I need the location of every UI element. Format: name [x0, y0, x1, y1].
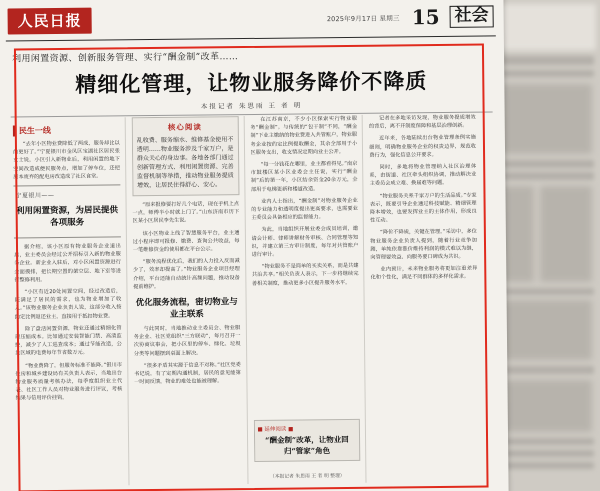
- column-1-para-0: “去年小区物业费降低了两成，服务却比以前更好了。”宁夏银川市金凤区宝湖社区居民张女士说，小区引入新物业后，利用闲置的地下空间改造成便民服务点，增加了停车位，还把原本废弃的配电房改造成了社区食堂。: [12, 140, 120, 181]
- column-2-para-3: 与此同时，当地推动业主委员会、物业服务企业、社区党组织“三方联动”，每月召开一次协商议事会，把小区里的停车、绿化、垃圾分类等问题摆到桌面上解决。: [133, 325, 241, 357]
- masthead-date: 2025年9月17日 星期三: [326, 14, 400, 24]
- column-1-para-2: “小区有近20处闲置空间，经过改造后，既满足了居民的需求，也为物业增加了收入。”该物业服务企业负责人说，这部分收入按约定比例返还业主，直接用于抵扣物业费。: [14, 288, 122, 321]
- column-1-quote-label: 宁夏银川——: [15, 192, 55, 200]
- column-2-para-1: 该小区物业上线了智慧服务平台，业主通过小程序即可报修、缴费、查询公共收益，每一笔维修资金的使用都在平台公示。: [132, 229, 240, 254]
- article-headline: 精细化管理，让物业服务降价不降质: [75, 68, 428, 97]
- column-1-subhead: 利用闲置资源，为居民提供各项服务: [15, 205, 119, 229]
- column-2-para-4: “很多矛盾其实源于信息不对称。”社区党委书记说，有了定期沟通机制，居民的意见能第一时间反馈，物业的难处也能被理解。: [134, 361, 241, 386]
- core-reading-title: 核心阅读: [167, 122, 202, 132]
- column-3-para-0: 在江苏南京，不少小区探索实行物业服务“酬金制”。与传统的“包干制”不同，“酬金制”下业主缴纳的物业费进入共管账户，物业服务企业按约定比例提取酬金，其余全部用于小区服务支出，收支情况定期向业主公开。: [250, 115, 358, 156]
- column-1: [13, 117, 130, 486]
- newspaper-logo: 人民日报: [8, 8, 92, 35]
- core-reading-text: 乱收费、服务缩水、维修基金使用不透明……物业服务涉及千家万户，是群众关心的身边事。各地各部门通过创新管理方式、利用闲置资源、完善监督机制等举措，推动物业服务提质增效，让居民住得舒心、安心。: [136, 136, 234, 190]
- column-2: [131, 116, 248, 485]
- column-1-para-4: “物业费降了，但服务标准不能降。”银川市住房和城乡建设局有关负责人表示，当地出台物业服务质量考核办法，每季度组织业主代表、社区工作人员对物业服务进行评议，考核结果与信用评价挂钩。: [15, 362, 123, 402]
- column-4-para-3: “物业服务关系千家万户的生活品质。”专家表示，既要引导企业通过科技赋能、精细管理降本增效，也要发挥业主的主体作用，形成良性互动。: [369, 192, 477, 224]
- article-kicker: 利用闲置资源、创新服务管理、实行“酬金制”改革……: [11, 52, 239, 65]
- extended-reading-title: “酬金制”改革，让物业回归“管家”角色: [265, 434, 349, 456]
- column-4-para-5: 业内预计，未来物业服务将更加注重差异化和个性化，满足不同群体的多样化需求。: [370, 265, 478, 282]
- column-3-para-1: “每一分钱花在哪里，业主都看得见。”南京市鼓楼区某小区业委会主任说，实行“酬金制”后的第一年，小区结余资金20余万元，全部用于电梯更新和楼道改造。: [250, 160, 358, 193]
- column-2-subhead: 优化服务流程，密切物业与业主联系: [135, 297, 238, 320]
- article-credit: （本报记者 朱思雨 王 者 明 整理）: [269, 474, 345, 480]
- masthead-section: 社会: [450, 5, 494, 27]
- article-byline: 本报记者 朱思雨 王 者 明: [200, 101, 303, 111]
- extended-reading-label: ■ 延伸阅读 ■: [257, 426, 294, 433]
- core-reading-box: [131, 116, 239, 196]
- column-3: [250, 115, 367, 484]
- column-2-para-0: “原来报修要打好几个电话，现在手机上点一点，师傅半小时就上门了。”山东济南市历下区某小区居民李先生说。: [132, 201, 240, 225]
- column-4: [369, 114, 485, 483]
- article-header: [6, 46, 497, 117]
- column-4-para-1: 近年来，各地陆续出台物业管理条例实施细则，明确物业服务企业的权责边界，规范收费行为，强化信息公开要求。: [369, 135, 477, 159]
- masthead: [5, 1, 495, 41]
- column-3-para-2: 业内人士指出，“酬金制”对物业服务企业的专业能力和透明度提出更高要求，也需要业主委员会具备相应的监督能力。: [251, 197, 358, 222]
- extended-reading-banner: [253, 419, 360, 462]
- column-4-para-0: 记者在多地采访发现，物业服务提质增效的背后，离不开制度保障和基层治理创新。: [368, 114, 476, 130]
- column-1-para-3: 除了盘活闲置资源，物业还通过精细化管理压缩成本。比如通过安装智能门禁、高清监控，减少了人工巡查成本；通过节能改造，公共区域的电费每年节省数万元。: [14, 325, 122, 357]
- column-4-para-2: 同时，多地将物业管理纳入社区治理体系，由街道、社区牵头组织协调，推动解决业主委员会成立难、换届难等问题。: [369, 163, 477, 188]
- column-3-para-4: “物业服务不是简单的买卖关系，而是共建共治共享。”相关负责人表示，下一步将继续完善相关制度，推动更多小区提升服务水平。: [251, 263, 359, 287]
- article-body-columns: [13, 114, 485, 487]
- masthead-page-number: 15: [411, 5, 440, 30]
- column-1-quote-block: [13, 184, 120, 238]
- column-3-para-3: 为此，当地组织开展业委会成员培训，邀请会计师、律师讲解财务审核、合同管理等知识，并建立第三方审计制度，每年对共管账户进行审计。: [251, 226, 359, 259]
- column-2-para-2: “服务流程优化后，我们的人力投入反而减少了，效率却提高了。”物业服务企业项目经理介绍，平台还能自动统计高频问题，推动设备提前维护。: [132, 258, 240, 291]
- column-4-para-4: “降价不降质，关键在管理。”采访中，多位物业服务企业负责人提到，随着行业竞争加剧，单纯依靠涨价维持利润的模式难以为继，向管理要效益、向服务要口碑成为共识。: [370, 229, 478, 261]
- column-1-para-1: 据介绍，该小区原有物业服务企业退出后，业主委员会经过公开招标引入新的物业服务企业。新企业入驻后，对小区闲置资源进行全面摸排，把长期空置的架空层、地下室等进行整修利用。: [14, 243, 122, 284]
- section-tag: 民生一线: [13, 125, 51, 136]
